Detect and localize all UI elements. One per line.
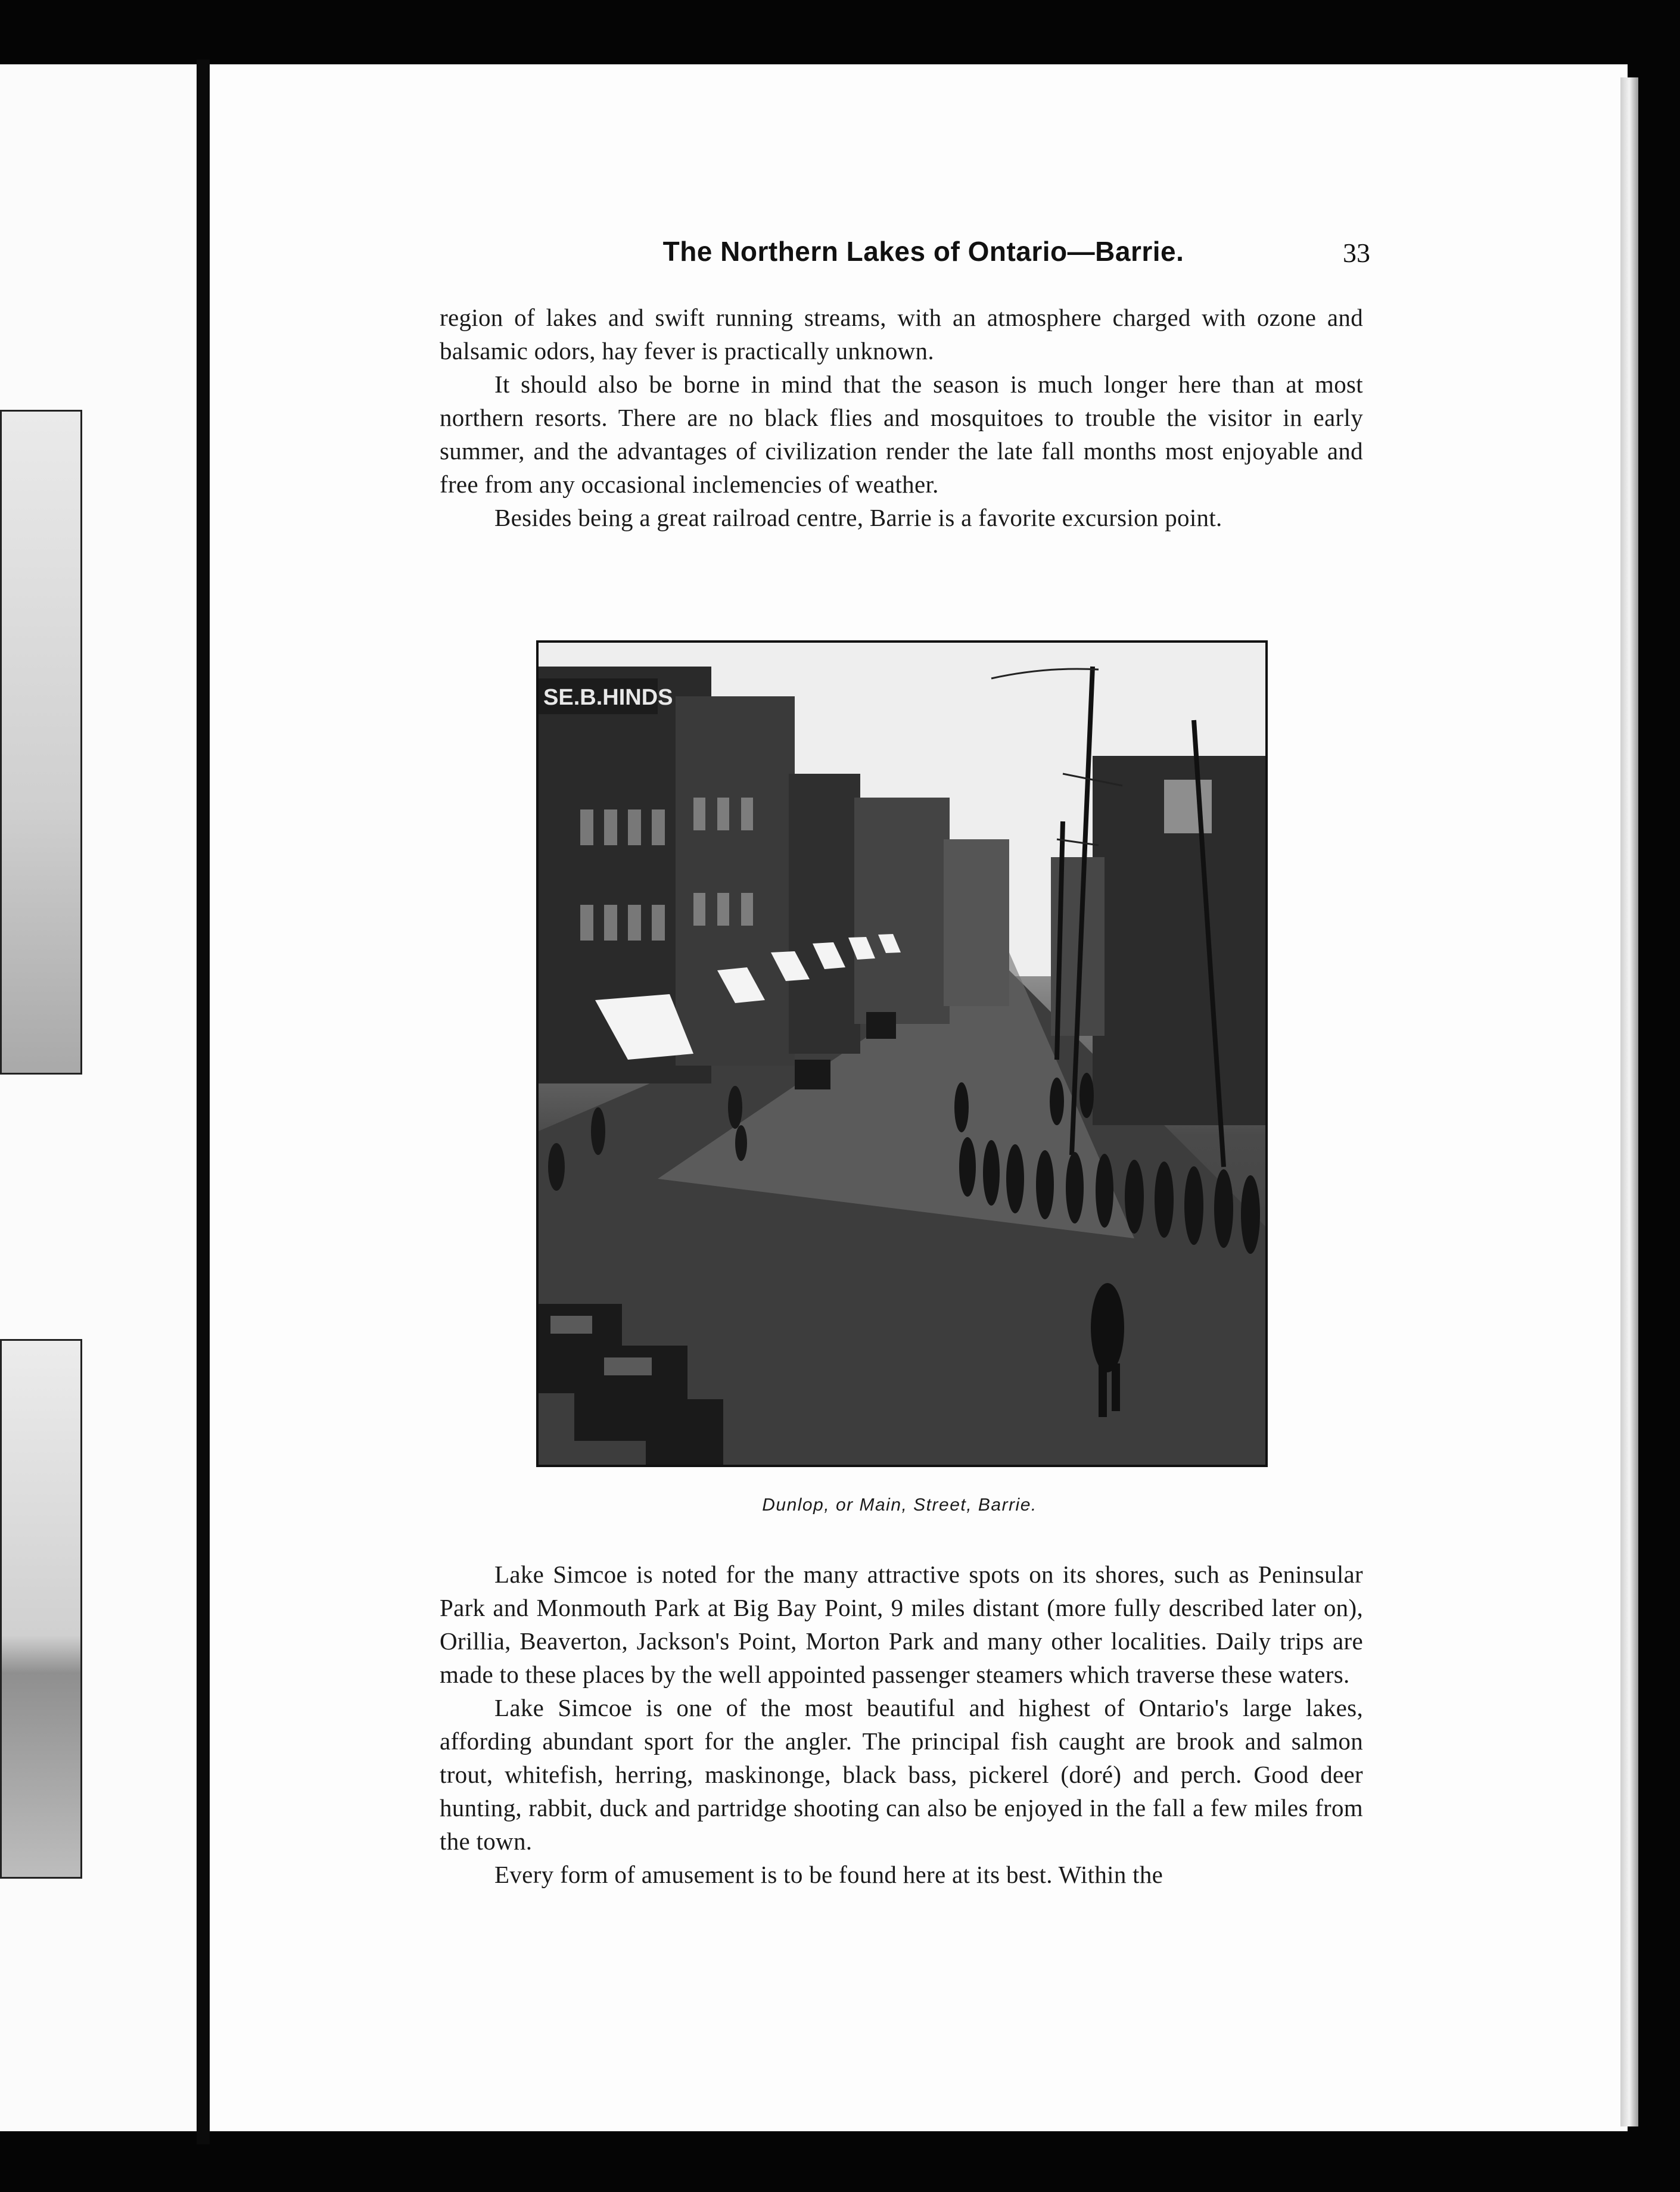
store-sign: SE.B.HINDS [543, 685, 673, 710]
street-photograph [536, 640, 1268, 1467]
paragraph: Every form of amusement is to be found here at its best. Within the [494, 1861, 1163, 1888]
paragraph: region of lakes and swift running streams, with an atmosphere charged with ozone and balsamic odors, hay fever is practically unknown. [440, 304, 1363, 365]
book-spine [197, 60, 210, 2144]
paragraph: It should also be borne in mind that the season is much longer here than at most northern resorts. There are no black flies and mosquitoes to trouble the visitor in early summer, and the advantages of civilization render the late fall months most enjoyable and free from any occasional inclemencies of weather. [440, 370, 1363, 498]
running-title: The Northern Lakes of Ontario—Barrie. [662, 236, 1184, 267]
page-edge [1620, 77, 1638, 2126]
body-text-bottom [440, 1558, 1363, 1891]
page-number: 33 [1343, 238, 1370, 268]
facing-page-photo-lower [0, 1339, 82, 1879]
paragraph: Lake Simcoe is one of the most beautiful and highest of Ontario's large lakes, affording abundant sport for the angler. The principal fish caught are brook and salmon trout, whitefish, herring, maskinonge, black bass, pickerel (doré) and perch. Good deer hunting, rabbit, duck and partridge shooting can also be enjoyed in the fall a few miles from the town. [440, 1694, 1363, 1855]
photo-caption: Dunlop, or Main, Street, Barrie. [762, 1495, 1037, 1515]
paragraph: Lake Simcoe is noted for the many attractive spots on its shores, such as Peninsular Park and Monmouth Park at Big Bay Point, 9 miles distant (more fully described later on), Orillia, Beaverton, Jackson's Point, Morton Park and many other localities. Daily trips are made to these places by the well appointed passenger steamers which traverse these waters. [440, 1561, 1363, 1688]
facing-page-photo-upper [0, 410, 82, 1075]
body-text-top [440, 301, 1363, 534]
facing-page [0, 64, 203, 2131]
paragraph: Besides being a great railroad centre, Barrie is a favorite excursion point. [494, 504, 1222, 531]
